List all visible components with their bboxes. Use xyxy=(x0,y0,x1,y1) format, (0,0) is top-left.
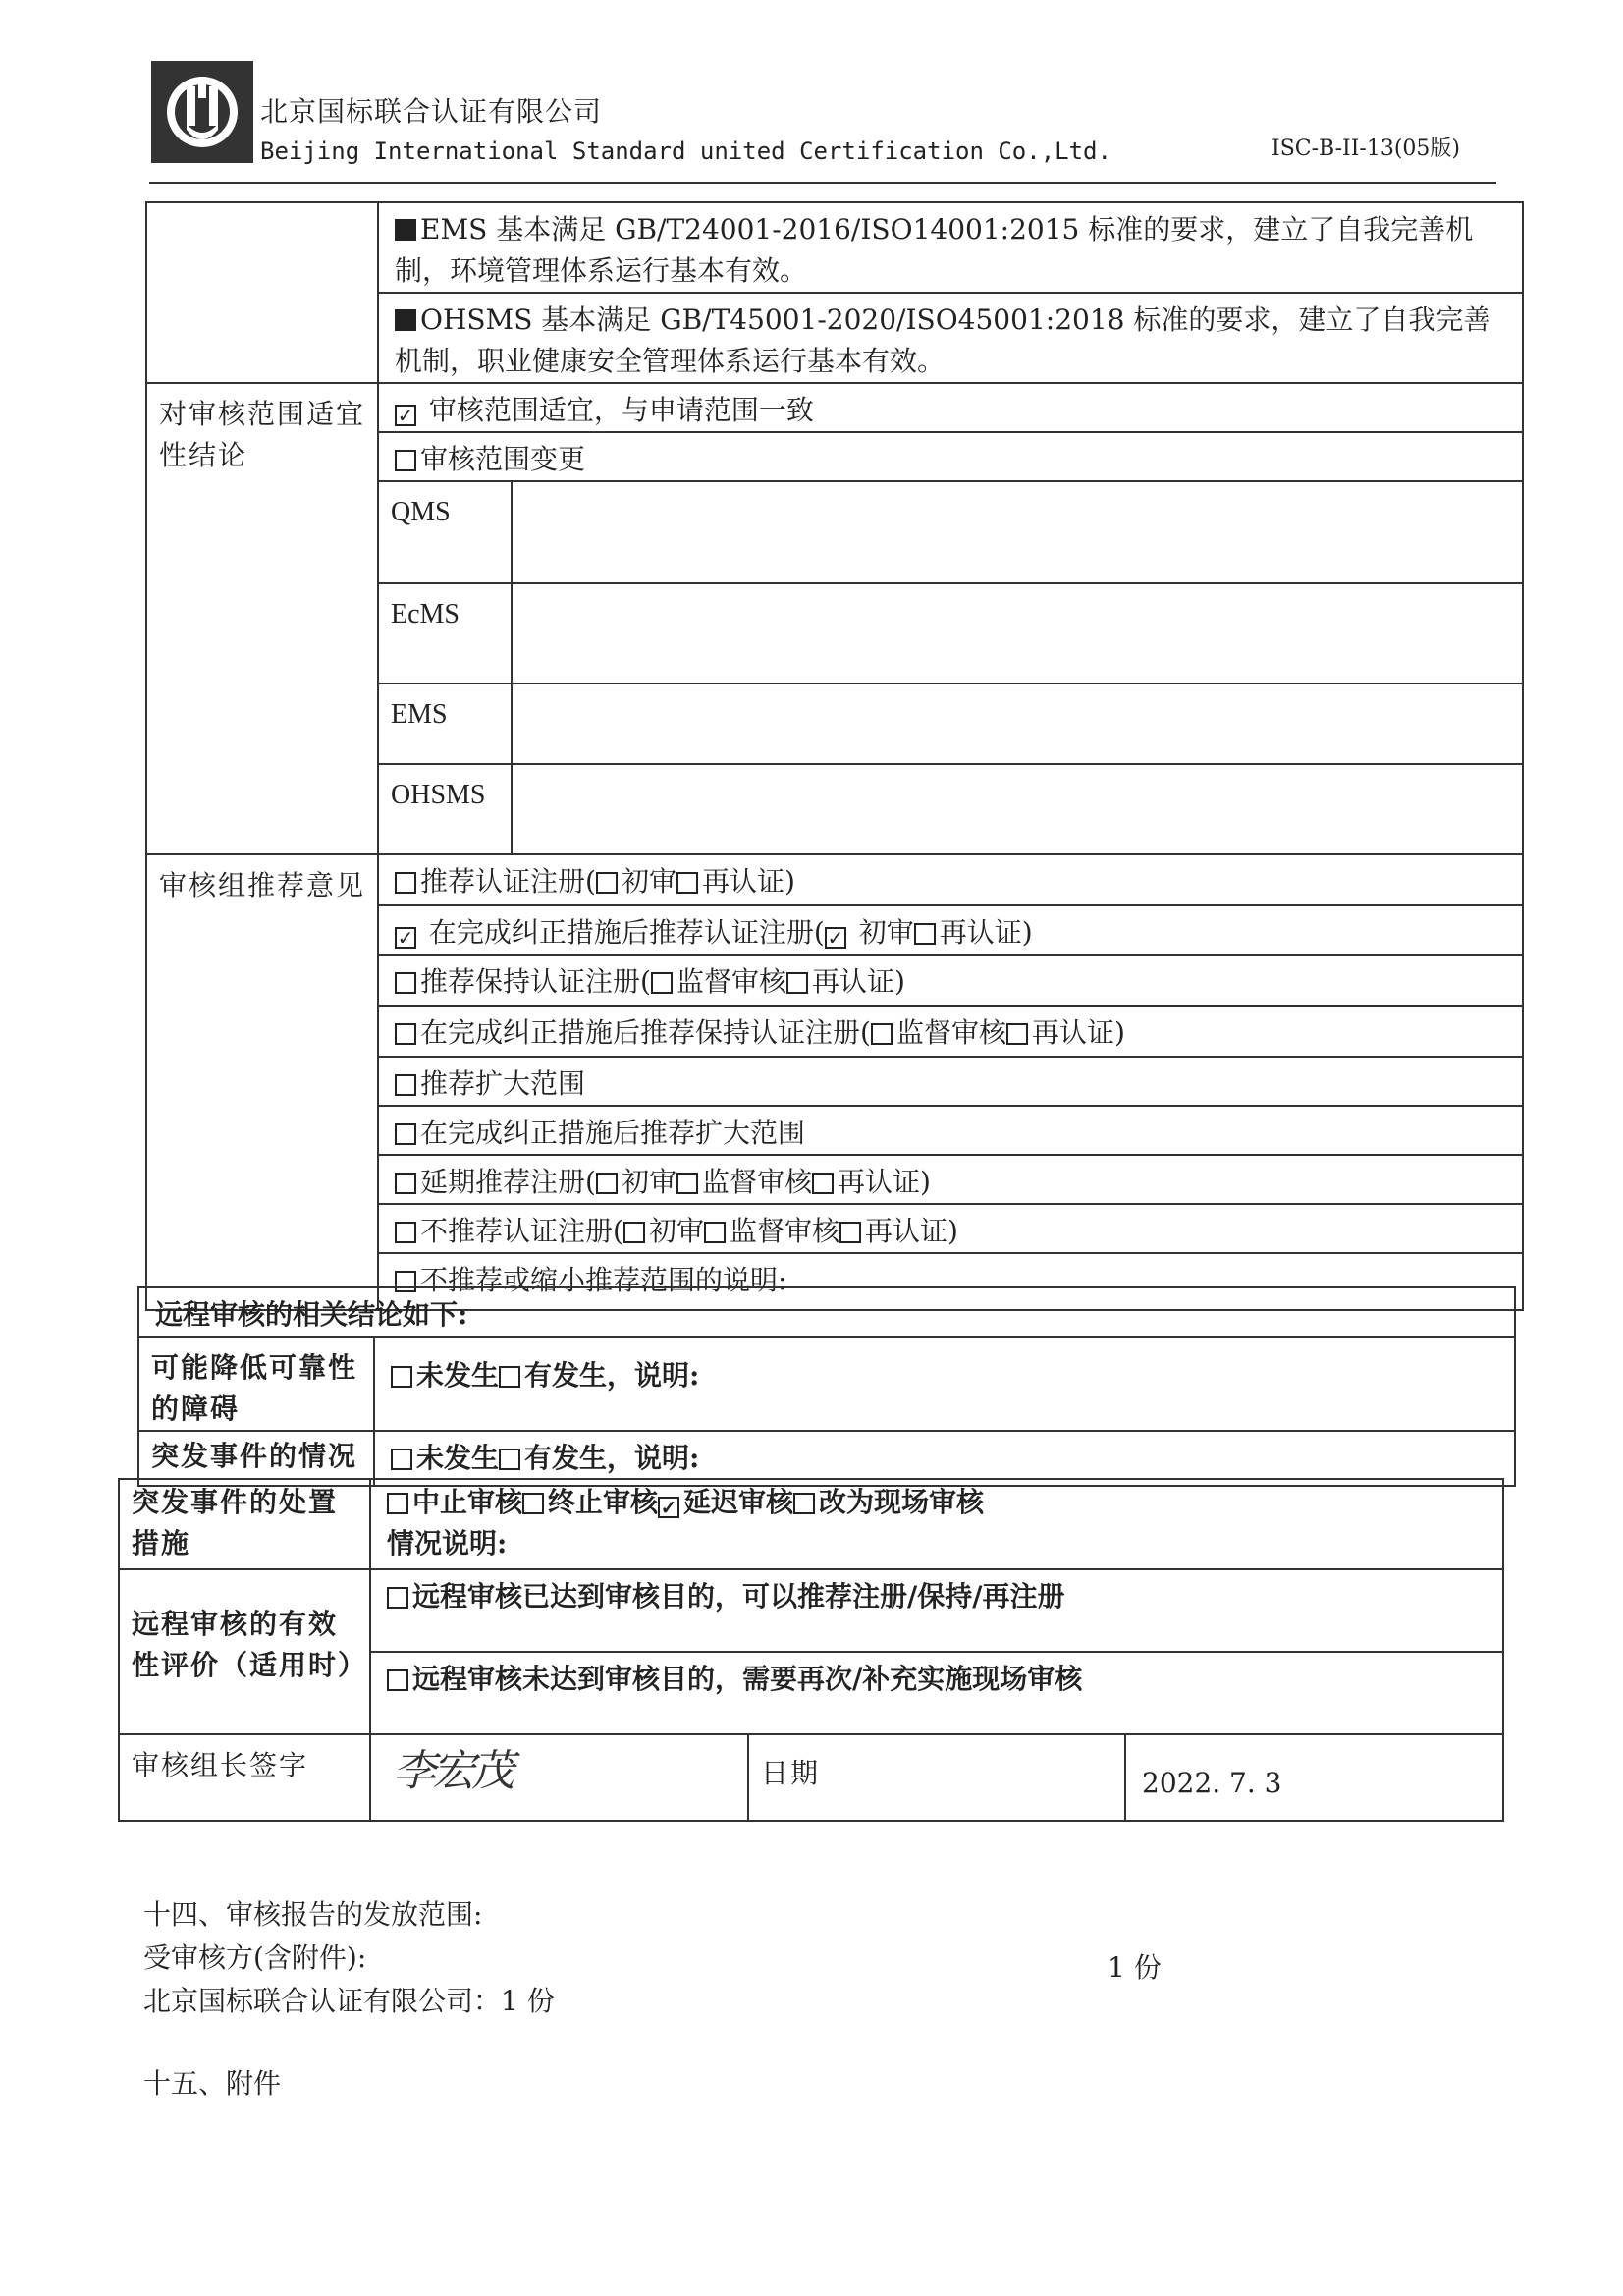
checkbox-icon[interactable] xyxy=(395,1074,416,1096)
checkbox-icon[interactable] xyxy=(871,1023,893,1045)
checkbox-icon[interactable] xyxy=(596,1173,618,1194)
scope-option-suitable: ✓ 审核范围适宜，与申请范围一致 xyxy=(378,383,1523,432)
checkbox-icon[interactable] xyxy=(704,1222,726,1243)
header-divider xyxy=(149,182,1496,184)
auditee-copies-value: 1 份 xyxy=(1108,1951,1162,1984)
checkbox-icon[interactable] xyxy=(623,1222,645,1243)
emergency-label: 突发事件的情况 xyxy=(138,1431,374,1486)
company-name-en: Beijing International Standard united Certification Co.,Ltd. xyxy=(260,137,1111,165)
section-15-title: 十五、附件 xyxy=(143,2067,282,2100)
recommend-delay: 延期推荐注册( 初审 监督审核 再认证) xyxy=(378,1155,1523,1204)
recommend-option-2: ✓ 在完成纠正措施后推荐认证注册(✓ 初审 再认证) xyxy=(378,905,1523,955)
checkbox-icon[interactable] xyxy=(658,1497,679,1518)
handling-label: 突发事件的处置措施 xyxy=(119,1479,370,1569)
checkbox-icon[interactable] xyxy=(395,927,416,949)
audit-conclusion-table xyxy=(145,201,1524,1311)
recommend-expand: 推荐扩大范围 xyxy=(378,1057,1523,1106)
remote-heading: 远程审核的相关结论如下: xyxy=(138,1287,1515,1337)
system-ecms: EcMS xyxy=(378,583,512,683)
checkbox-icon[interactable] xyxy=(395,872,416,894)
checkbox-icon[interactable] xyxy=(395,1222,416,1243)
checkbox-icon[interactable] xyxy=(395,1023,416,1045)
handling-note: 情况说明: xyxy=(387,1527,508,1559)
checkbox-icon[interactable] xyxy=(676,1173,698,1194)
checkbox-icon[interactable] xyxy=(391,1449,412,1470)
handling-options: 中止审核 终止审核✓ 延迟审核 改为现场审核 情况说明: xyxy=(370,1479,1503,1569)
recommend-not: 不推荐认证注册( 初审 监督审核 再认证) xyxy=(378,1204,1523,1253)
date-label: 日期 xyxy=(748,1734,1125,1821)
ohsms-input[interactable] xyxy=(512,764,1523,854)
checkbox-icon[interactable] xyxy=(395,450,416,471)
checkbox-icon[interactable] xyxy=(786,972,808,994)
section-14-title: 十四、审核报告的发放范围: xyxy=(143,1898,483,1931)
checkbox-icon[interactable] xyxy=(793,1493,815,1514)
filled-square-icon xyxy=(395,219,416,241)
checkbox-icon[interactable] xyxy=(395,405,416,426)
checkbox-icon[interactable] xyxy=(499,1449,520,1470)
ohsms-conclusion: OHSMS 基本满足 GB/T45001-2020/ISO45001:2018 标准的要求，建立了自我完善机制，职业健康安全管理体系运行基本有效。 xyxy=(378,293,1523,383)
company-logo xyxy=(149,59,255,165)
document-code: ISC-B-II-13(05版) xyxy=(1271,137,1461,161)
checkbox-icon[interactable] xyxy=(676,872,698,894)
validity-no: 远程审核未达到审核目的，需要再次/补充实施现场审核 xyxy=(370,1652,1503,1734)
leader-signature: 李宏茂 xyxy=(370,1734,748,1821)
blank-label-cell xyxy=(146,202,378,383)
system-ohsms: OHSMS xyxy=(378,764,512,854)
recommend-expand-after: 在完成纠正措施后推荐扩大范围 xyxy=(378,1106,1523,1155)
ecms-input[interactable] xyxy=(512,583,1523,683)
ems-conclusion: EMS 基本满足 GB/T24001-2016/ISO14001:2015 标准的要求，建立了自我完善机制，环境管理体系运行基本有效。 xyxy=(378,202,1523,293)
checkbox-icon[interactable] xyxy=(499,1366,520,1388)
scope-label: 对审核范围适宜性结论 xyxy=(146,383,378,854)
qms-input[interactable] xyxy=(512,481,1523,583)
reliability-options: 未发生 有发生，说明: xyxy=(374,1337,1515,1431)
leader-sign-label: 审核组长签字 xyxy=(119,1734,370,1821)
emergency-options: 未发生 有发生，说明: xyxy=(374,1431,1515,1486)
validity-label: 远程审核的有效性评价（适用时） xyxy=(119,1569,370,1734)
reliability-label: 可能降低可靠性的障碍 xyxy=(138,1337,374,1431)
validity-yes: 远程审核已达到审核目的，可以推荐注册/保持/再注册 xyxy=(370,1569,1503,1652)
checkbox-icon[interactable] xyxy=(387,1669,408,1691)
sign-date: 2022. 7. 3 xyxy=(1125,1734,1503,1821)
checkbox-icon[interactable] xyxy=(387,1493,408,1514)
checkbox-icon[interactable] xyxy=(391,1366,412,1388)
checkbox-icon[interactable] xyxy=(825,927,846,949)
company-name-cn: 北京国标联合认证有限公司 xyxy=(260,95,603,128)
checkbox-icon[interactable] xyxy=(914,923,936,945)
recommend-reduce: 不推荐或缩小推荐范围的说明: xyxy=(378,1253,1523,1310)
checkbox-icon[interactable] xyxy=(395,972,416,994)
recommend-option-4: 在完成纠正措施后推荐保持认证注册( 监督审核 再认证) xyxy=(378,1006,1523,1057)
handling-table xyxy=(118,1478,1504,1822)
checkbox-icon[interactable] xyxy=(1006,1023,1028,1045)
recommend-option-3: 推荐保持认证注册( 监督审核 再认证) xyxy=(378,955,1523,1006)
checkbox-icon[interactable] xyxy=(596,872,618,894)
checkbox-icon[interactable] xyxy=(395,1173,416,1194)
checkbox-icon[interactable] xyxy=(651,972,673,994)
recommend-label: 审核组推荐意见 xyxy=(146,854,378,1310)
checkbox-icon[interactable] xyxy=(395,1123,416,1145)
checkbox-icon[interactable] xyxy=(839,1222,861,1243)
remote-audit-table xyxy=(137,1286,1516,1487)
auditee-copies-label: 受审核方(含附件): xyxy=(143,1941,367,1974)
checkbox-icon[interactable] xyxy=(812,1173,834,1194)
scope-option-change: 审核范围变更 xyxy=(378,432,1523,481)
recommend-option-1: 推荐认证注册( 初审 再认证) xyxy=(378,854,1523,905)
checkbox-icon[interactable] xyxy=(387,1587,408,1609)
filled-square-icon xyxy=(395,309,416,331)
ems-input[interactable] xyxy=(512,683,1523,764)
company-copies: 北京国标联合认证有限公司：1 份 xyxy=(143,1985,555,2017)
system-qms: QMS xyxy=(378,481,512,583)
checkbox-icon[interactable] xyxy=(522,1493,544,1514)
system-ems: EMS xyxy=(378,683,512,764)
